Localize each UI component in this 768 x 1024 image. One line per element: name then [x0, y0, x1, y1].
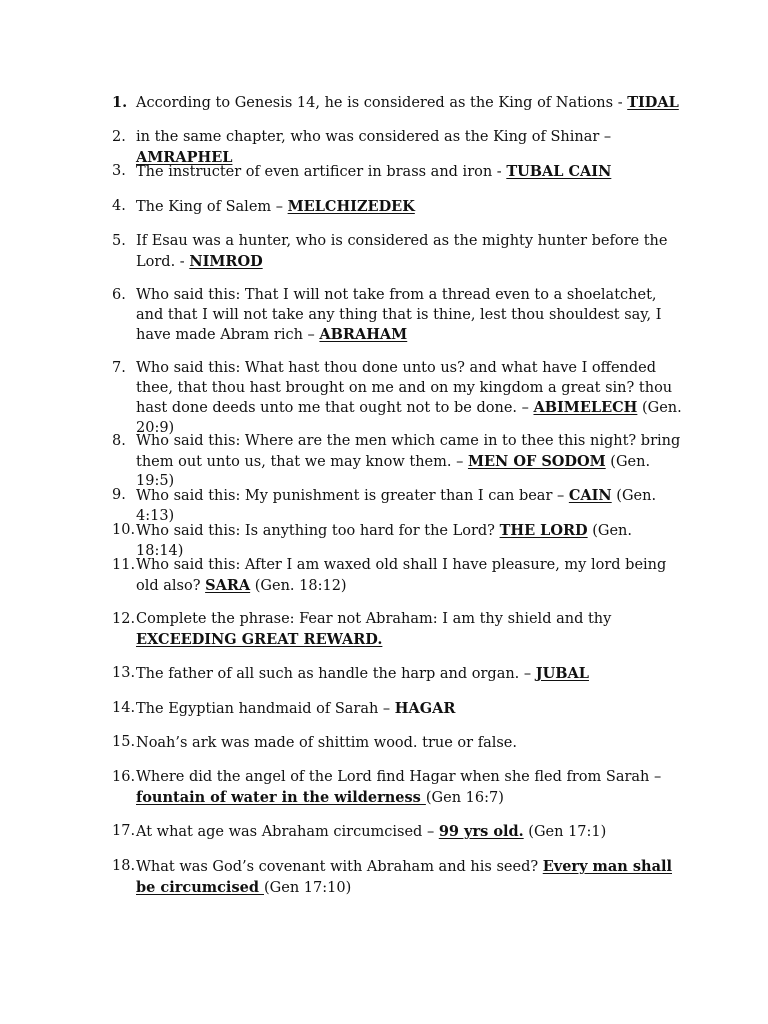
- question-number: 18.: [112, 858, 136, 874]
- question-item: [112, 699, 682, 720]
- question-number: 1.: [112, 94, 128, 111]
- question-text: According to Genesis 14, he is considered as the King of Nations -: [136, 95, 628, 111]
- question-number: 4.: [112, 198, 126, 214]
- question-item: [112, 232, 682, 272]
- question-text: Who said this: What hast thou done unto us? and what have I offended thee, that thou hast brought on me and on my kingdom a great sin? thou hast done deeds unto me that ought not to be done. –: [136, 360, 673, 416]
- reference-text: (Gen 17:10): [264, 879, 352, 896]
- question-item: [112, 432, 682, 492]
- answer-text: NIMROD: [189, 252, 263, 270]
- question-item: [112, 733, 682, 754]
- reference-text: (Gen. 20:9): [136, 400, 682, 436]
- question-number: 13.: [112, 665, 136, 681]
- answer-text: THE LORD: [499, 522, 588, 539]
- question-text: The father of all such as handle the harp and organ. –: [136, 666, 536, 682]
- question-item: [112, 521, 682, 561]
- question-item: [112, 93, 682, 114]
- question-text: Who said this: That I will not take from a thread even to a shoelatchet, and that I will not take any thing that is thine, lest thou shouldest say, I have made Abram rich –: [136, 287, 662, 343]
- question-item: [112, 197, 682, 218]
- reference-text: (Gen. 18:12): [250, 577, 347, 594]
- question-item: [112, 857, 682, 898]
- question-item: [112, 359, 682, 438]
- question-text: Who said this: Where are the men which came in to thee this night? bring them out unto us, that we may know them. –: [136, 433, 681, 470]
- question-number: 14.: [112, 700, 136, 716]
- question-text: Where did the angel of the Lord find Hagar when she fled from Sarah –: [136, 769, 662, 785]
- reference-text: (Gen. 19:5): [136, 453, 651, 489]
- answer-text: ABIMELECH: [533, 399, 638, 416]
- answer-text: 99 yrs old.: [438, 823, 524, 840]
- answer-text: MEN OF SODOM: [467, 452, 606, 470]
- question-number: 17.: [112, 823, 136, 839]
- question-text: At what age was Abraham circumcised –: [136, 824, 439, 840]
- answer-text: JUBAL: [535, 665, 589, 682]
- question-item: [112, 822, 682, 843]
- question-text: Who said this: Is anything too hard for the Lord?: [136, 523, 500, 539]
- answer-text: SARA: [205, 576, 251, 594]
- question-number: 5.: [112, 233, 126, 249]
- answer-text: AMRAPHEL: [136, 148, 233, 166]
- question-text: Noah’s ark was made of shittim wood. true or false.: [136, 735, 517, 751]
- reference-text: (Gen 17:1): [523, 824, 607, 840]
- answer-text: HAGAR: [394, 700, 456, 717]
- question-item: [112, 610, 682, 650]
- reference-text: (Gen 16:7): [425, 789, 504, 806]
- question-number: 6.: [112, 287, 126, 303]
- question-number: 15.: [112, 734, 136, 750]
- question-text: If Esau was a hunter, who is considered as the mighty hunter before the Lord. -: [136, 233, 668, 270]
- question-text: in the same chapter, who was considered as the King of Shinar –: [136, 129, 612, 145]
- question-item: [112, 486, 682, 526]
- answer-text: EXCEEDING GREAT REWARD.: [136, 630, 383, 648]
- question-number: 11.: [112, 557, 136, 573]
- answer-text: CAIN: [568, 487, 612, 504]
- question-text: The Egyptian handmaid of Sarah –: [136, 701, 395, 717]
- question-number: 7.: [112, 360, 126, 376]
- answer-text: TIDAL: [627, 94, 679, 111]
- question-number: 16.: [112, 769, 136, 785]
- question-item: [112, 286, 682, 346]
- question-item: [112, 556, 682, 596]
- question-text: Who said this: My punishment is greater than I can bear –: [136, 488, 569, 504]
- question-number: 3.: [112, 163, 126, 179]
- question-number: 9.: [112, 487, 126, 503]
- question-item: [112, 768, 682, 808]
- question-text: What was God’s covenant with Abraham and his seed?: [136, 859, 543, 875]
- question-number: 2.: [112, 129, 126, 145]
- question-number: 10.: [112, 522, 136, 538]
- question-text: The instructer of even artificer in brass and iron -: [136, 164, 507, 180]
- answer-text: TUBAL CAIN: [506, 163, 612, 180]
- question-item: [112, 162, 682, 183]
- answer-text: fountain of water in the wilderness: [136, 788, 426, 806]
- question-number: 12.: [112, 611, 136, 627]
- question-item: [112, 664, 682, 685]
- answer-text: MELCHIZEDEK: [287, 198, 415, 215]
- reference-text: (Gen. 18:14): [136, 523, 633, 559]
- answer-text: ABRAHAM: [319, 326, 408, 343]
- question-text: Who said this: After I am waxed old shall I have pleasure, my lord being old also?: [136, 557, 667, 594]
- answer-text: Every man shall be circumcised: [136, 858, 672, 896]
- reference-text: (Gen. 4:13): [136, 488, 657, 524]
- question-text: Complete the phrase: Fear not Abraham: I am thy shield and thy: [136, 611, 612, 627]
- question-text: The King of Salem –: [136, 199, 288, 215]
- question-number: 8.: [112, 433, 126, 449]
